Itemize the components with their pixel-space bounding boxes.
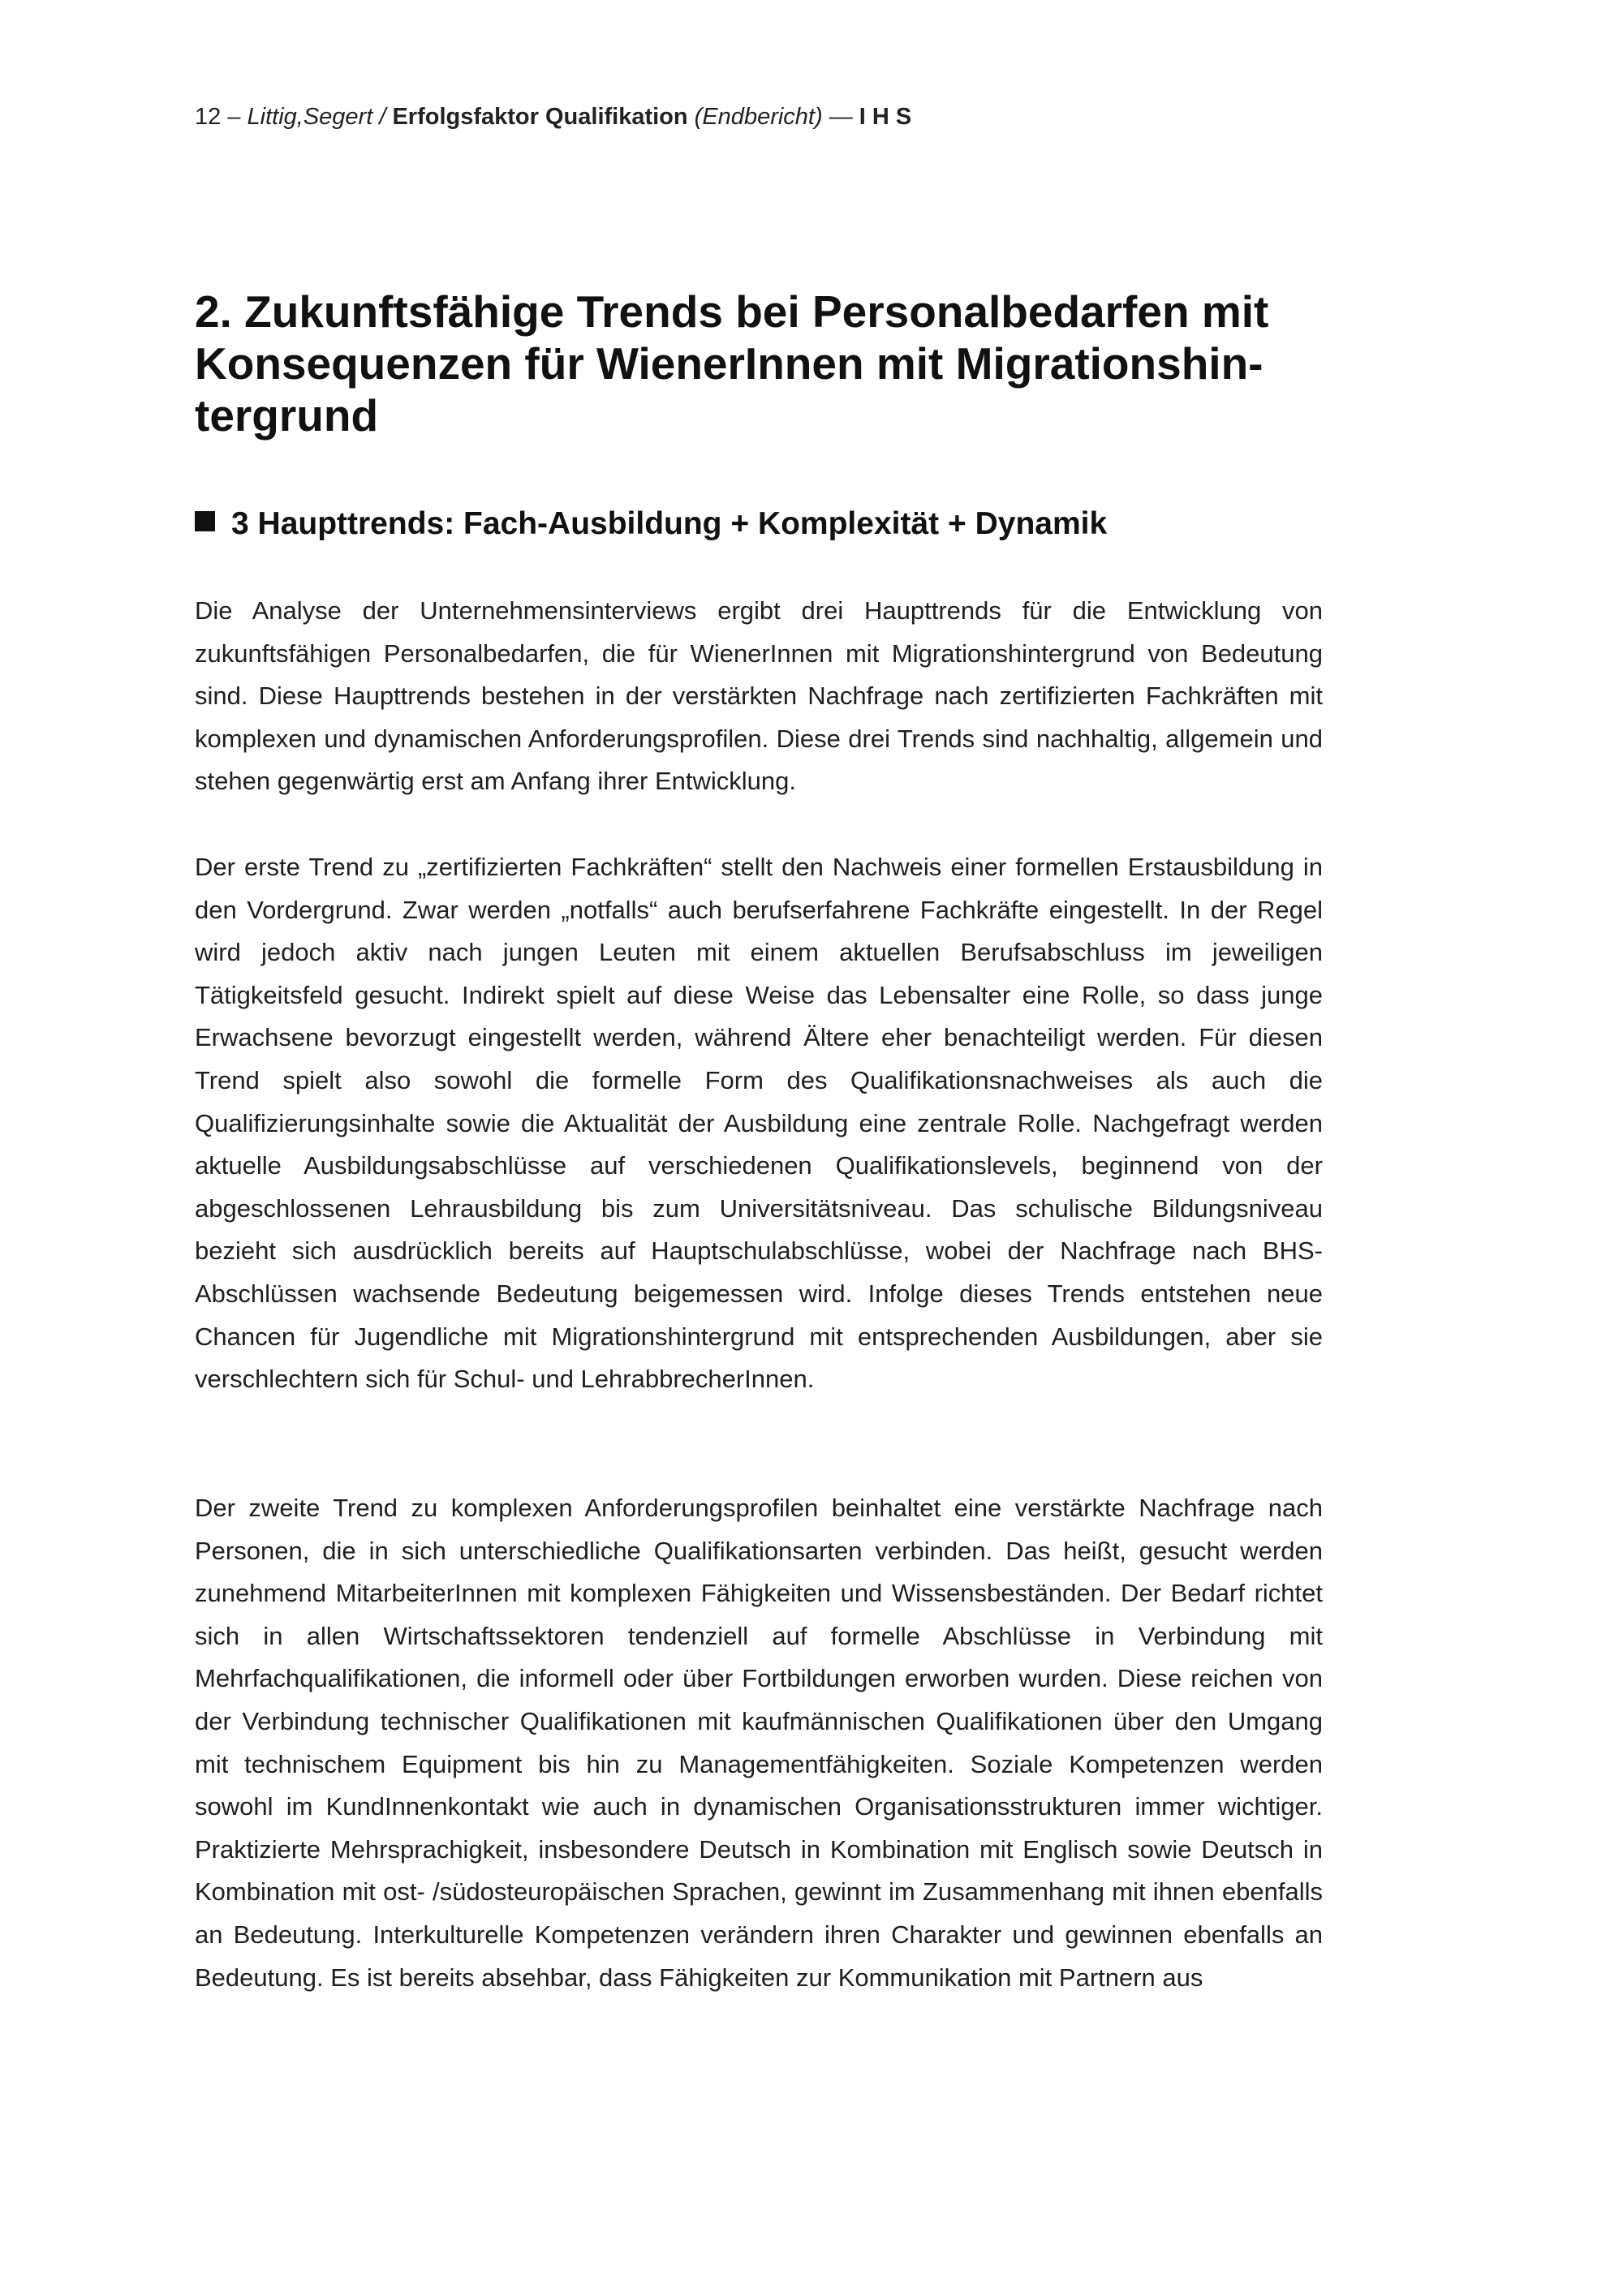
- header-authors: Littig,Segert: [247, 104, 373, 130]
- square-bullet-icon: [195, 511, 215, 531]
- header-institute: I H S: [852, 104, 912, 130]
- header-report-type: (Endbericht): [687, 104, 829, 130]
- header-dash: –: [221, 104, 248, 130]
- section-heading: [195, 501, 1107, 547]
- header-separator: /: [372, 104, 393, 130]
- paragraph-intro: Die Analyse der Unternehmensinterviews ergibt drei Haupttrends für die Entwicklung von zukunftsfähigen Personalbedarfen, die für WienerInnen mit Migrationshintergrund von Bedeutung sind. Diese Haupttrends bestehen in der verstärkten Nachfrage nach zertifizierten Fachkräften mit komplexen und dynamischen Anforderungsprofilen. Diese drei Trends sind nachhaltig, allgemein und stehen gegenwärtig erst am Anfang ihrer Entwicklung.: [195, 596, 1323, 796]
- paragraph-second-trend: Der zweite Trend zu komplexen Anforderungsprofilen beinhaltet eine verstärkte Nachfrage nach Personen, die in sich unterschiedliche Qualifikationsarten verbinden. Das heißt, gesucht werden zunehmend MitarbeiterInnen mit komplexen Fähigkeiten und Wissensbeständen. Der Bedarf richtet sich in allen Wirtschaftssektoren tendenziell auf formelle Abschlüsse in Verbindung mit Mehrfachqualifikationen, die informell oder über Fortbildungen erworben wurden. Diese reichen von der Verbindung technischer Qualifikationen mit kaufmännischen Qualifikationen über den Umgang mit technischem Equipment bis hin zu Managementfähigkeiten. Soziale Kompetenzen werden sowohl im KundInnenkontakt wie auch in dynamischen Organisationsstrukturen immer wichtiger. Praktizierte Mehrsprachigkeit, insbesondere Deutsch in Kombination mit Englisch sowie Deutsch in Kombination mit ost- /südosteuropäischen Sprachen, gewinnt im Zusammenhang mit ihnen ebenfalls an Bedeutung. Interkulturelle Kompetenzen verändern ihren Charakter und gewinnen ebenfalls an Bedeutung. Es ist bereits absehbar, dass Fähigkeiten zur Kommunikation mit Partnern aus: [195, 1494, 1323, 1992]
- header-report-title: Erfolgsfaktor Qualifikation: [392, 104, 688, 130]
- running-header: [195, 102, 911, 131]
- header-em-dash: —: [829, 104, 853, 130]
- chapter-title: 2. Zukunftsfähige Trends bei Personalbedarfen mit Konsequenzen für WienerInnen mit Migrationshin-tergrund: [195, 286, 1269, 441]
- paragraph-first-trend: Der erste Trend zu „zertifizierten Fachkräften“ stellt den Nachweis einer formellen Erstausbildung in den Vordergrund. Zwar werden „notfalls“ auch berufserfahrene Fachkräfte eingestellt. In der Regel wird jedoch aktiv nach jungen Leuten mit einem aktuellen Berufsabschluss im jeweiligen Tätigkeitsfeld gesucht. Indirekt spielt auf diese Weise das Lebensalter eine Rolle, so dass junge Erwachsene bevorzugt eingestellt werden, während Ältere eher benachteiligt werden. Für diesen Trend spielt also sowohl die formelle Form des Qualifikationsnachweises als auch die Qualifizierungsinhalte sowie die Aktualität der Ausbildung eine zentrale Rolle. Nachgefragt werden aktuelle Ausbildungsabschlüsse auf verschiedenen Qualifikationslevels, beginnend von der abgeschlossenen Lehrausbildung bis zum Universitätsniveau. Das schulische Bildungsniveau bezieht sich ausdrücklich bereits auf Hauptschulabschlüsse, wobei der Nachfrage nach BHS-Abschlüssen wachsende Bedeutung beigemessen wird. Infolge dieses Trends entstehen neue Chancen für Jugendliche mit Migrationshintergrund mit entsprechenden Ausbildungen, aber sie verschlechtern sich für Schul- und LehrabbrecherInnen.: [195, 853, 1323, 1394]
- section-heading-text: 3 Haupttrends: Fach-Ausbildung + Komplexität + Dynamik: [231, 506, 1108, 541]
- page-number: 12: [195, 104, 222, 130]
